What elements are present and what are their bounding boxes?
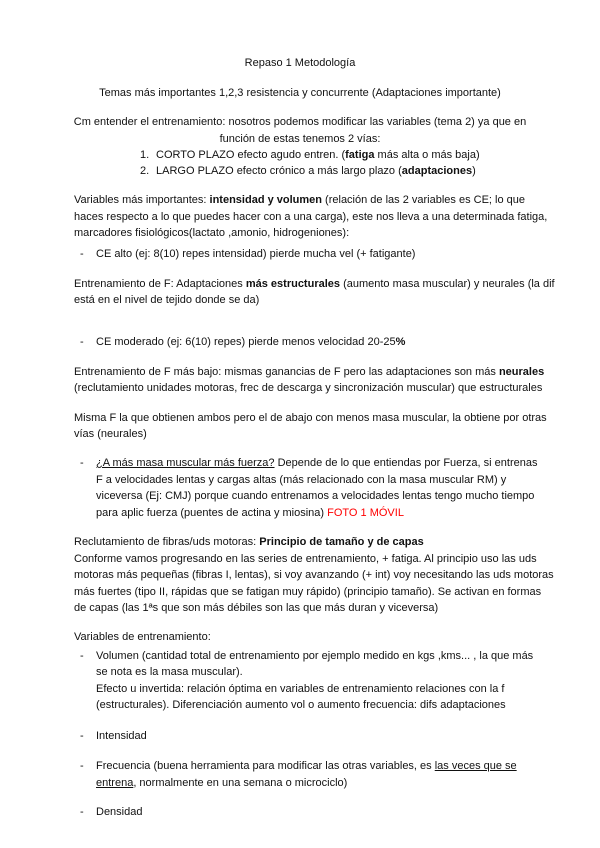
paragraph-line (74, 193, 525, 207)
paragraph-line (96, 682, 504, 696)
bold-text: intensidad y volumen (209, 194, 322, 206)
text-segment: (reclutamiento unidades motoras, frec de descarga y sincronización muscular) que estructurales (74, 382, 543, 394)
text-segment: (estructurales). Diferenciación aumento vol o aumento frecuencia: difs adaptaciones (96, 699, 506, 711)
paragraph-line (96, 473, 506, 487)
text-segment: Reclutamiento de fibras/uds motoras: (74, 536, 260, 548)
bold-text: neurales (498, 366, 545, 378)
highlight-text: FOTO 1 MÓVIL (327, 507, 404, 519)
text-segment: Variables más importantes: (74, 194, 210, 206)
list-item (96, 335, 405, 349)
list-item (96, 247, 415, 261)
list-marker: - (80, 336, 84, 348)
paragraph-line (74, 411, 547, 425)
list-marker: - (80, 650, 84, 662)
underlined-text: ¿A más masa muscular más fuerza? (96, 457, 275, 469)
text-segment: Entrenamiento de F más bajo: mismas ganancias de F pero las adaptaciones son más (74, 366, 499, 378)
text-segment: , normalmente en una semana o microciclo) (133, 777, 348, 789)
text-segment: Entrenamiento de F: Adaptaciones (74, 278, 246, 290)
bold-text: adaptaciones (401, 165, 473, 177)
list-marker: 1. (140, 149, 150, 161)
text-segment: de capas (las 1ªs que son más débiles son las que más duran y viceversa) (74, 602, 439, 614)
text-segment: Cm entender el entrenamiento: nosotros podemos modificar las variables (tema 2) ya que en (73, 116, 527, 128)
text-segment: F a velocidades lentas y cargas altas (más relacionado con la masa muscular RM) y (96, 474, 507, 486)
text-segment: LARGO PLAZO efecto crónico a más largo plazo ( (156, 165, 402, 177)
paragraph-line (74, 630, 211, 644)
paragraph-line (74, 365, 544, 379)
text-segment: función de estas tenemos 2 vías: (219, 133, 381, 145)
text-segment: más alta o más baja) (374, 149, 480, 161)
text-segment: Misma F la que obtienen ambos pero el de abajo con menos masa muscular, la obtiene por otras (74, 412, 547, 424)
paragraph-line (74, 293, 259, 307)
list-marker: - (80, 730, 84, 742)
list-item (96, 649, 533, 663)
paragraph-line (96, 776, 347, 790)
list-item (156, 148, 480, 162)
list-marker: - (80, 248, 84, 260)
paragraph-line (74, 568, 554, 582)
document-title: Repaso 1 Metodología (244, 57, 356, 69)
paragraph-line (96, 506, 404, 520)
underlined-text: entrena (96, 777, 134, 789)
list-item (96, 805, 142, 819)
text-segment: marcadores fisiológicos(lactato ,amonio, hidrogeniones): (74, 227, 350, 239)
paragraph-line (74, 210, 547, 224)
paragraph-line (74, 226, 349, 240)
paragraph-line (96, 489, 534, 503)
list-item (96, 759, 517, 773)
text-segment: se nota es la masa muscular). (96, 666, 243, 678)
paragraph-line (0, 86, 600, 100)
paragraph-line (74, 585, 541, 599)
text-segment: Densidad (96, 806, 143, 818)
text-segment: Efecto u invertida: relación óptima en variables de entrenamiento relaciones con la f (96, 683, 505, 695)
underlined-text: las veces que se (434, 760, 517, 772)
text-segment: más fuertes (tipo II, rápidas que se fatigan muy rápido) (principio tamaño). Se activan en formas (74, 586, 542, 598)
list-item (156, 164, 476, 178)
list-marker: - (80, 457, 84, 469)
text-segment: Temas más importantes 1,2,3 resistencia y concurrente (Adaptaciones importante) (99, 87, 501, 99)
text-segment: Depende de lo que entiendas por Fuerza, si entrenas (274, 457, 538, 469)
text-segment: (aumento masa muscular) y neurales (la dif (340, 278, 555, 290)
paragraph-line (96, 665, 243, 679)
text-segment: CE alto (ej: 8(10) repes intensidad) pierde mucha vel (+ fatigante) (96, 248, 416, 260)
text-segment: vías (neurales) (74, 428, 147, 440)
paragraph-line (74, 601, 438, 615)
text-segment: Volumen (cantidad total de entrenamiento por ejemplo medido en kgs ,kms... , la que más (96, 650, 534, 662)
text-segment: haces respecto a lo que puedes hacer con a una carga), este nos lleva a una determinada fatiga, (74, 211, 548, 223)
paragraph-line (74, 535, 424, 549)
paragraph-line (0, 115, 600, 129)
paragraph-line (74, 277, 555, 291)
list-marker: - (80, 806, 84, 818)
bold-text: fatiga (345, 149, 375, 161)
text-segment: (relación de las 2 variables es CE; lo que (322, 194, 525, 206)
text-segment: ) (472, 165, 476, 177)
bold-text: más estructurales (245, 278, 341, 290)
text-segment: Conforme vamos progresando en las series de entrenamiento, + fatiga. Al principio uso las uds (74, 553, 537, 565)
text-segment: CORTO PLAZO efecto agudo entren. ( (156, 149, 346, 161)
list-item (96, 456, 537, 470)
text-segment: Intensidad (96, 730, 147, 742)
paragraph-line (74, 427, 147, 441)
paragraph-line (74, 381, 542, 395)
bold-text: % (395, 336, 406, 348)
paragraph-line (96, 698, 506, 712)
list-marker: 2. (140, 165, 150, 177)
bold-text: Principio de tamaño y de capas (259, 536, 424, 548)
text-segment: está en el nivel de tejido donde se da) (74, 294, 260, 306)
paragraph-line (74, 552, 537, 566)
text-segment: Variables de entrenamiento: (74, 631, 211, 643)
text-segment: Frecuencia (buena herramienta para modificar las otras variables, es (96, 760, 435, 772)
list-item (96, 729, 147, 743)
list-marker: - (80, 760, 84, 772)
text-segment: viceversa (Ej: CMJ) porque cuando entrenamos a velocidades lentas tengo mucho tiempo (96, 490, 535, 502)
text-segment: motoras más pequeñas (fibras I, lentas), si voy avanzando (+ int) voy necesitando las uds motoras (74, 569, 554, 581)
text-segment: CE moderado (ej: 6(10) repes) pierde menos velocidad 20-25 (96, 336, 396, 348)
paragraph-line (0, 132, 600, 146)
text-segment: para aplic fuerza (puentes de actina y miosina) (96, 507, 328, 519)
